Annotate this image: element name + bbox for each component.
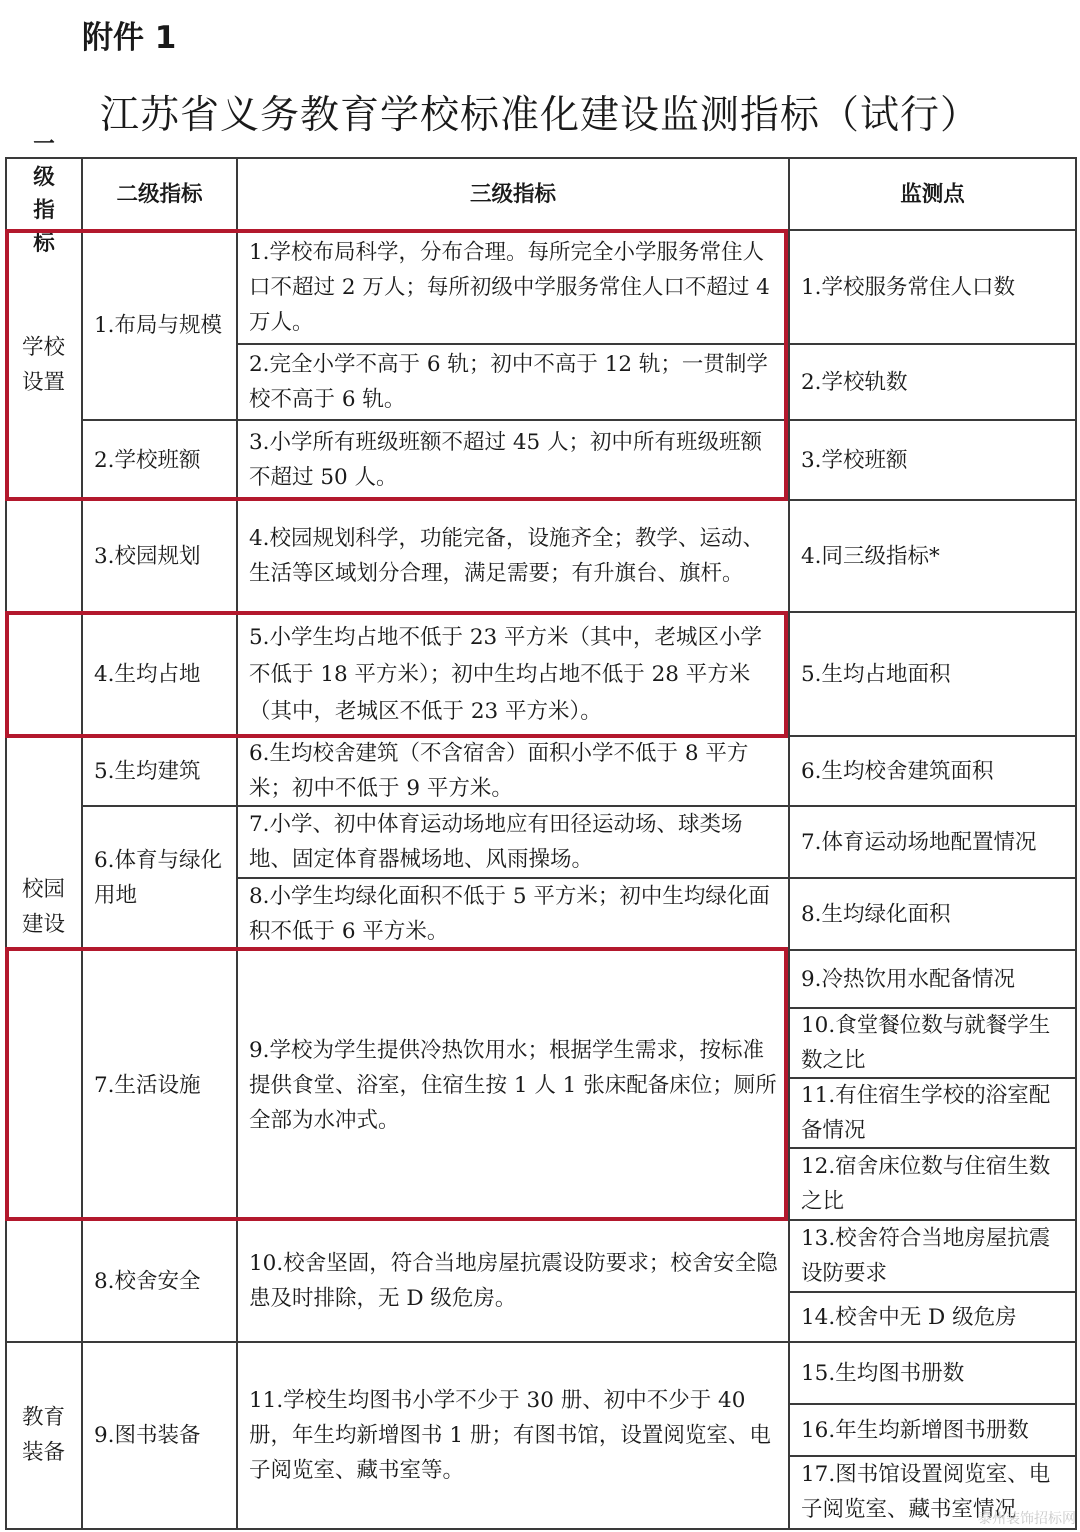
monitor-point-2: 2.学校轨数 [801, 369, 908, 395]
monitor-point-10: 10.食堂餐位数与就餐学生数之比 [801, 1013, 1051, 1073]
monitor-point-13: 13.校舍符合当地房屋抗震设防要求 [801, 1226, 1051, 1286]
level3-indicator-2: 2.完全小学不高于 6 轨；初中不高于 12 轨；一贯制学校不高于 6 轨。 [249, 352, 768, 412]
level2-class-size: 2.学校班额 [94, 447, 201, 473]
highlight-box-living-facilities [5, 947, 788, 1221]
level3-indicator-10: 10.校舍坚固，符合当地房屋抗震设防要求；校舍安全隐患及时排除，无 D 级危房。 [249, 1251, 778, 1311]
level3-indicator-8: 8.小学生均绿化面积不低于 5 平方米；初中生均绿化面积不低于 6 平方米。 [249, 884, 770, 944]
level2-library-equipment: 9.图书装备 [94, 1422, 201, 1448]
monitor-point-9: 9.冷热饮用水配备情况 [801, 966, 1016, 992]
document-title: 江苏省义务教育学校标准化建设监测指标（试行） [99, 93, 980, 138]
header-monitor: 监测点 [900, 181, 965, 207]
monitor-point-3: 3.学校班额 [801, 447, 908, 473]
monitor-point-1: 1.学校服务常住人口数 [801, 274, 1016, 300]
monitor-point-14: 14.校舍中无 D 级危房 [801, 1304, 1017, 1330]
level3-indicator-4: 4.校园规划科学，功能完备，设施齐全；教学、运动、生活等区域划分合理，满足需要；有升旗台、旗杆。 [249, 526, 765, 586]
level3-indicator-6: 6.生均校舍建筑（不含宿舍）面积小学不低于 8 平方米；初中不低于 9 平方米。 [249, 741, 749, 801]
level3-indicator-1: 1.学校布局科学，分布合理。每所完全小学服务常住人口不超过 2 万人；每所初级中学服务常住人口不超过 4 万人。 [249, 239, 770, 335]
monitor-point-12: 12.宿舍床位数与住宿生数之比 [801, 1154, 1051, 1214]
watermark-text: 泰州装饰招标网 [978, 1511, 1076, 1527]
level3-indicator-9: 9.学校为学生提供冷热饮用水；根据学生需求，按标准提供食堂、浴室，住宿生按 1 人 1 张床配备床位；厕所全部为水冲式。 [249, 1037, 777, 1133]
level2-land-per-student: 4.生均占地 [94, 661, 201, 687]
attachment-label: 附件 1 [82, 20, 177, 56]
level3-indicator-3: 3.小学所有班级班额不超过 45 人；初中所有班级班额不超过 50 人。 [249, 430, 763, 490]
level2-living-facilities: 7.生活设施 [94, 1072, 201, 1098]
header-level3: 三级指标 [469, 181, 556, 207]
level3-indicator-7: 7.小学、初中体育运动场地应有田径运动场、球类场地、固定体育器械场地、风雨操场。 [249, 812, 743, 872]
monitor-point-16: 16.年生均新增图书册数 [801, 1417, 1029, 1443]
monitor-point-8: 8.生均绿化面积 [801, 901, 951, 927]
header-level1: 一级指标 [33, 132, 55, 256]
monitor-point-6: 6.生均校舍建筑面积 [801, 758, 994, 784]
header-level2: 二级指标 [116, 181, 203, 207]
highlight-box-school-setup [5, 229, 788, 501]
monitor-point-17: 17.图书馆设置阅览室、电子阅览室、藏书室情况 [801, 1462, 1051, 1522]
level3-indicator-5: 5.小学生均占地不低于 23 平方米（其中，老城区小学不低于 18 平方米）；初中生均占地不低于 28 平方米（其中，老城区不低于 23 平方米）。 [249, 624, 763, 724]
monitor-point-5: 5.生均占地面积 [801, 661, 951, 687]
level3-indicator-11: 11.学校生均图书小学不少于 30 册、初中不少于 40 册，年生均新增图书 1 册；有图书馆，设置阅览室、电子阅览室、藏书室等。 [249, 1387, 771, 1483]
level1-campus-construction: 校园建设 [22, 877, 66, 937]
monitor-point-15: 15.生均图书册数 [801, 1360, 965, 1386]
level1-education-equipment: 教育装备 [22, 1405, 66, 1465]
monitor-point-7: 7.体育运动场地配置情况 [801, 829, 1037, 855]
level2-building-safety: 8.校舍安全 [94, 1268, 201, 1294]
level2-campus-planning: 3.校园规划 [94, 543, 201, 569]
highlight-box-land-per-student [5, 611, 788, 738]
level2-sports-green-land: 6.体育与绿化用地 [94, 848, 223, 908]
level2-layout-scale: 1.布局与规模 [94, 312, 223, 338]
level1-school-setup: 学校设置 [22, 335, 66, 395]
monitor-point-11: 11.有住宿生学校的浴室配备情况 [801, 1083, 1051, 1143]
monitor-point-4: 4.同三级指标* [801, 543, 940, 569]
level2-building-per-student: 5.生均建筑 [94, 758, 201, 784]
